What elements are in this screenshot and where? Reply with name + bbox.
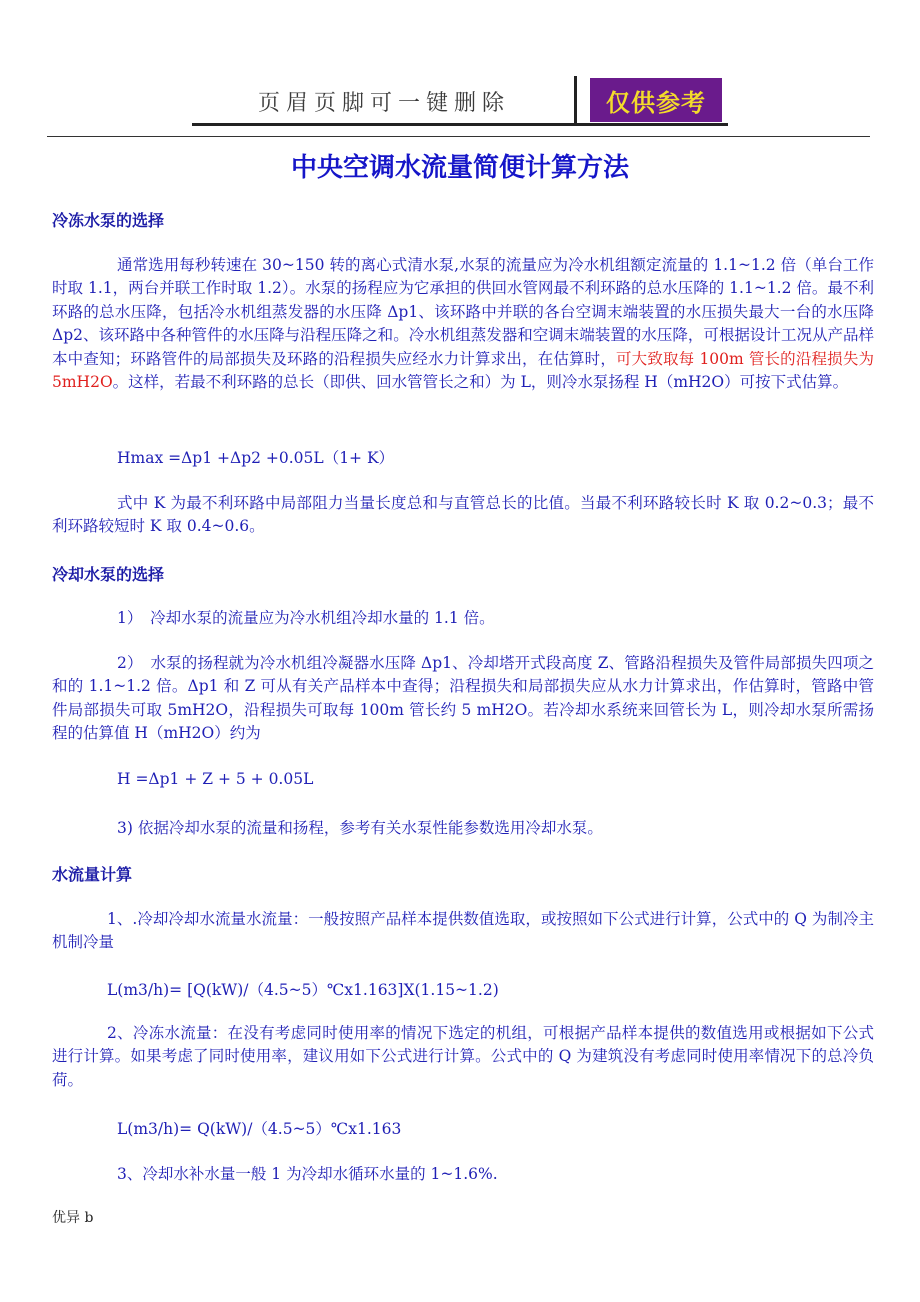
formula-hmax: Hmax =Δp1 +Δp2 +0.05L（1+ K） bbox=[117, 449, 395, 467]
paragraph-k-factor: 式中 K 为最不利环路中局部阻力当量长度总和与直管总长的比值。当最不利环路较长时 K 取 0.2~0.3；最不利环路较短时 K 取 0.4~0.6。 bbox=[52, 494, 874, 536]
list-item: 1） 冷却水泵的流量应为冷水机组冷却水量的 1.1 倍。 bbox=[117, 609, 495, 627]
header-badge: 仅供参考 bbox=[590, 78, 722, 122]
list-item: 2、冷冻水流量：在没有考虑同时使用率的情况下选定的机组，可根据产品样本提供的数值选用或根据如下公式进行计算。如果考虑了同时使用率，建议用如下公式进行计算。公式中的 Q 为建筑没有考虑同时使用率情况下的总冷负荷。 bbox=[52, 1024, 874, 1089]
paragraph-text: 通常选用每秒转速在 30~150 转的离心式清水泵,水泵的流量应为冷水机组额定流量的 1.1~1.2 倍（单台工作时取 1.1，两台并联工作时取 1.2）。水泵的扬程应为它承担的供回水管网最不利环路的总水压降的 1.1~1.2 倍。最不利环路的总水压降，包括冷水机组蒸发器的水压降 Δp1、该环路中并联的各台空调末端装置的水压损失最大一台的水压降 Δp2、该环路中各种管件的水压降与沿程压降之和。冷水机组蒸发器和空调末端装置的水压降，可根据设计工况从产品样本中查知；环路管件的局部损失及环路的沿程损失应经水力计算求出，在估算时， bbox=[52, 256, 874, 368]
formula-h: H =Δp1 + Z + 5 + 0.05L bbox=[117, 770, 314, 788]
header-rule-thin bbox=[47, 136, 870, 137]
header-divider bbox=[574, 76, 577, 124]
document-title: 中央空调水流量简便计算方法 bbox=[290, 153, 629, 183]
list-item: 1、.冷却冷却水流量水流量：一般按照产品样本提供数值选取，或按照如下公式进行计算，公式中的 Q 为制冷主机制冷量 bbox=[52, 910, 874, 952]
section-heading-chilled-pump: 冷冻水泵的选择 bbox=[52, 211, 165, 230]
page-footer: 优异 b bbox=[52, 1210, 94, 1226]
header-rule-thick bbox=[192, 123, 728, 126]
section-heading-cooling-pump: 冷却水泵的选择 bbox=[52, 565, 165, 584]
highlight-text: 可大致取每 100m 管长的沿程损失为 5mH2O bbox=[52, 349, 874, 392]
paragraph-text: 。这样，若最不利环路的总长（即供、回水管管长之和）为 L，则冷水泵扬程 H（mH2O）可按下式估算。 bbox=[112, 373, 849, 392]
formula-cooling-flow: L(m3/h)= [Q(kW)/（4.5~5）℃x1.163]X(1.15~1.2) bbox=[107, 981, 499, 999]
formula-chilled-flow: L(m3/h)= Q(kW)/（4.5~5）℃x1.163 bbox=[117, 1120, 402, 1138]
list-item: 3、冷却水补水量一般 1 为冷却水循环水量的 1~1.6%. bbox=[117, 1165, 498, 1183]
paragraph-chilled-pump-intro bbox=[52, 254, 874, 394]
list-item: 3) 依据冷却水泵的流量和扬程，参考有关水泵性能参数选用冷却水泵。 bbox=[117, 819, 603, 837]
header-text: 页眉页脚可一键删除 bbox=[258, 91, 511, 116]
section-heading-flow-calc: 水流量计算 bbox=[52, 865, 133, 884]
list-item: 2） 水泵的扬程就为冷水机组冷凝器水压降 Δp1、冷却塔开式段高度 Z、管路沿程损失及管件局部损失四项之和的 1.1~1.2 倍。Δp1 和 Z 可从有关产品样本中查得；沿程损失和局部损失应从水力计算求出，作估算时，管路中管件局部损失可取 5mH2O，沿程损失可取每 100m 管长约 5 mH2O。若冷却水系统来回管长为 L，则冷却水泵所需扬程的估算值 H（mH2O）约为 bbox=[52, 654, 874, 743]
